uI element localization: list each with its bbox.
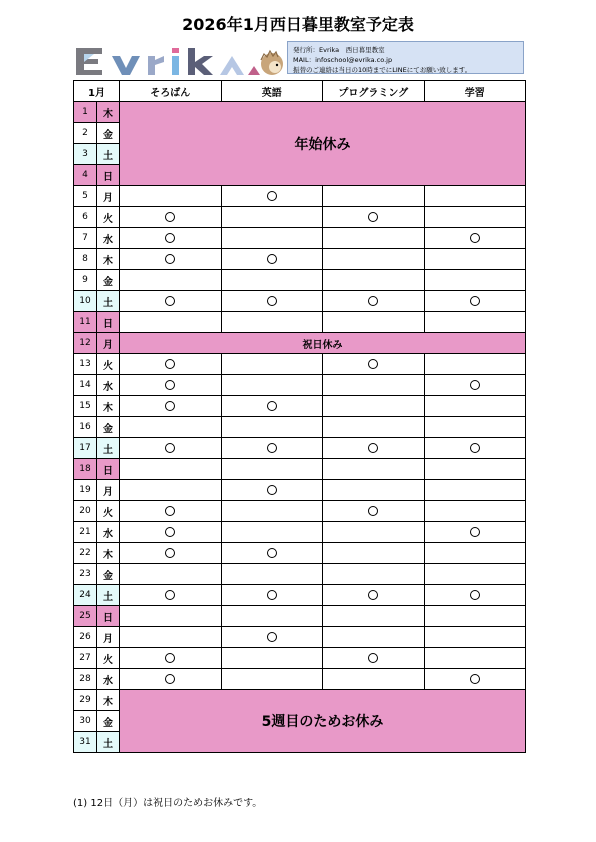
class-cell [221,228,323,249]
circle-mark-icon [267,191,277,201]
circle-mark-icon [165,548,175,558]
class-cell [221,291,323,312]
class-cell [424,207,526,228]
day-of-week: 日 [97,312,120,333]
class-cell [221,522,323,543]
class-cell [120,669,222,690]
class-cell [323,522,425,543]
table-row [74,606,526,627]
table-row [74,228,526,249]
day-of-week: 日 [97,165,120,186]
circle-mark-icon [368,296,378,306]
page-title: 2026年1月西日暮里教室予定表 [182,15,414,34]
class-cell [221,606,323,627]
day-number: 31 [74,732,97,753]
table-row [74,690,526,711]
subject-header: 英語 [221,81,323,102]
circle-mark-icon [368,506,378,516]
info-email: MAIL：infoschool@evrika.co.jp [293,56,393,64]
holiday-banner: 5週目のためお休み [120,690,526,753]
class-cell [424,186,526,207]
day-number: 28 [74,669,97,690]
class-cell [221,480,323,501]
class-cell [120,417,222,438]
class-cell [424,312,526,333]
subject-header: プログラミング [323,81,425,102]
class-cell [221,501,323,522]
day-number: 22 [74,543,97,564]
class-cell [323,375,425,396]
day-of-week: 月 [97,186,120,207]
day-number: 20 [74,501,97,522]
class-cell [221,375,323,396]
class-cell [221,669,323,690]
table-row [74,438,526,459]
class-cell [221,186,323,207]
class-cell [424,270,526,291]
circle-mark-icon [165,380,175,390]
class-cell [323,228,425,249]
class-cell [323,312,425,333]
class-cell [323,543,425,564]
circle-mark-icon [165,653,175,663]
day-of-week: 土 [97,585,120,606]
circle-mark-icon [165,254,175,264]
circle-mark-icon [470,233,480,243]
table-row [74,585,526,606]
table-row [74,627,526,648]
day-of-week: 金 [97,711,120,732]
day-number: 29 [74,690,97,711]
class-cell [323,606,425,627]
day-of-week: 木 [97,396,120,417]
class-cell [221,459,323,480]
day-of-week: 水 [97,522,120,543]
table-row [74,291,526,312]
table-row [74,207,526,228]
class-cell [221,543,323,564]
class-cell [323,291,425,312]
class-cell [120,480,222,501]
table-row [74,396,526,417]
day-of-week: 木 [97,543,120,564]
class-cell [120,522,222,543]
table-row [74,375,526,396]
circle-mark-icon [165,506,175,516]
class-cell [221,249,323,270]
class-cell [424,480,526,501]
class-cell [424,438,526,459]
table-row [74,522,526,543]
subject-header: 学習 [424,81,526,102]
day-number: 3 [74,144,97,165]
circle-mark-icon [368,653,378,663]
table-row [74,417,526,438]
day-of-week: 水 [97,375,120,396]
circle-mark-icon [267,254,277,264]
circle-mark-icon [267,485,277,495]
day-of-week: 土 [97,144,120,165]
class-cell [424,396,526,417]
holiday-banner: 年始休み [120,102,526,186]
class-cell [221,207,323,228]
footnote: (1) 12日（月）は祝日のためお休みです。 [73,798,263,809]
table-row [74,102,526,123]
class-cell [323,249,425,270]
circle-mark-icon [368,212,378,222]
class-cell [120,606,222,627]
day-number: 19 [74,480,97,501]
class-cell [120,249,222,270]
day-of-week: 金 [97,270,120,291]
circle-mark-icon [368,443,378,453]
info-publisher: 発行所：Evrika 西日暮里教室 [293,46,385,54]
class-cell [120,501,222,522]
class-cell [221,354,323,375]
day-number: 13 [74,354,97,375]
table-row [74,249,526,270]
class-cell [323,585,425,606]
day-of-week: 月 [97,333,120,354]
day-of-week: 月 [97,627,120,648]
circle-mark-icon [165,233,175,243]
table-row [74,333,526,354]
circle-mark-icon [470,674,480,684]
day-number: 17 [74,438,97,459]
table-row [74,564,526,585]
class-cell [323,417,425,438]
class-cell [424,648,526,669]
day-of-week: 木 [97,690,120,711]
circle-mark-icon [368,359,378,369]
class-cell [221,312,323,333]
day-of-week: 水 [97,669,120,690]
class-cell [120,585,222,606]
subject-header: そろばん [120,81,222,102]
circle-mark-icon [470,380,480,390]
holiday-banner: 祝日休み [120,333,526,354]
day-number: 18 [74,459,97,480]
class-cell [120,354,222,375]
class-cell [120,648,222,669]
class-cell [424,543,526,564]
class-cell [424,291,526,312]
class-cell [120,186,222,207]
day-number: 10 [74,291,97,312]
day-number: 26 [74,627,97,648]
day-number: 5 [74,186,97,207]
class-cell [323,186,425,207]
day-number: 24 [74,585,97,606]
class-cell [221,270,323,291]
table-row [74,354,526,375]
class-cell [323,480,425,501]
circle-mark-icon [165,590,175,600]
class-cell [323,270,425,291]
table-row [74,648,526,669]
circle-mark-icon [368,590,378,600]
class-cell [120,564,222,585]
circle-mark-icon [165,674,175,684]
circle-mark-icon [470,296,480,306]
circle-mark-icon [470,590,480,600]
day-of-week: 金 [97,123,120,144]
day-of-week: 木 [97,102,120,123]
month-header: 1月 [74,81,120,102]
class-cell [120,396,222,417]
class-cell [424,354,526,375]
circle-mark-icon [470,443,480,453]
table-row [74,480,526,501]
circle-mark-icon [165,527,175,537]
day-of-week: 火 [97,501,120,522]
day-number: 21 [74,522,97,543]
day-number: 27 [74,648,97,669]
class-cell [424,249,526,270]
circle-mark-icon [165,401,175,411]
class-cell [221,396,323,417]
class-cell [424,459,526,480]
class-cell [120,438,222,459]
circle-mark-icon [267,296,277,306]
circle-mark-icon [267,401,277,411]
circle-mark-icon [165,443,175,453]
day-of-week: 土 [97,291,120,312]
class-cell [323,627,425,648]
schedule-table [73,80,526,753]
class-cell [424,564,526,585]
table-row [74,543,526,564]
class-cell [120,375,222,396]
class-cell [424,375,526,396]
logo [72,42,284,78]
class-cell [221,627,323,648]
info-box [287,41,524,74]
class-cell [424,501,526,522]
circle-mark-icon [470,527,480,537]
day-of-week: 土 [97,438,120,459]
class-cell [323,501,425,522]
class-cell [424,522,526,543]
class-cell [424,585,526,606]
day-number: 7 [74,228,97,249]
class-cell [120,312,222,333]
class-cell [120,459,222,480]
day-number: 4 [74,165,97,186]
table-row [74,186,526,207]
day-number: 14 [74,375,97,396]
class-cell [323,438,425,459]
day-of-week: 土 [97,732,120,753]
circle-mark-icon [165,212,175,222]
circle-mark-icon [165,359,175,369]
circle-mark-icon [267,548,277,558]
class-cell [424,417,526,438]
class-cell [221,648,323,669]
class-cell [221,585,323,606]
class-cell [323,396,425,417]
day-of-week: 月 [97,480,120,501]
class-cell [120,627,222,648]
class-cell [424,669,526,690]
day-number: 1 [74,102,97,123]
table-row [74,270,526,291]
day-number: 30 [74,711,97,732]
class-cell [424,627,526,648]
class-cell [120,228,222,249]
class-cell [323,648,425,669]
day-of-week: 金 [97,417,120,438]
table-header-row [74,81,526,102]
day-of-week: 日 [97,459,120,480]
day-number: 6 [74,207,97,228]
day-number: 23 [74,564,97,585]
circle-mark-icon [267,443,277,453]
table-row [74,501,526,522]
circle-mark-icon [165,296,175,306]
info-transfer-note: 振替のご連絡は当日の10時までにLINEにてお願い致します。 [293,66,472,74]
class-cell [424,606,526,627]
class-cell [120,270,222,291]
day-of-week: 金 [97,564,120,585]
day-of-week: 火 [97,648,120,669]
table-row [74,312,526,333]
day-number: 8 [74,249,97,270]
day-number: 25 [74,606,97,627]
day-number: 15 [74,396,97,417]
table-row [74,459,526,480]
day-number: 11 [74,312,97,333]
class-cell [424,228,526,249]
class-cell [323,564,425,585]
class-cell [120,543,222,564]
class-cell [323,669,425,690]
class-cell [221,417,323,438]
class-cell [323,459,425,480]
circle-mark-icon [267,590,277,600]
table-row [74,669,526,690]
class-cell [221,564,323,585]
day-number: 9 [74,270,97,291]
day-of-week: 火 [97,207,120,228]
day-of-week: 水 [97,228,120,249]
day-of-week: 木 [97,249,120,270]
day-number: 12 [74,333,97,354]
day-number: 16 [74,417,97,438]
class-cell [221,438,323,459]
class-cell [323,207,425,228]
class-cell [120,291,222,312]
day-of-week: 火 [97,354,120,375]
day-of-week: 日 [97,606,120,627]
day-number: 2 [74,123,97,144]
class-cell [323,354,425,375]
class-cell [120,207,222,228]
circle-mark-icon [267,632,277,642]
